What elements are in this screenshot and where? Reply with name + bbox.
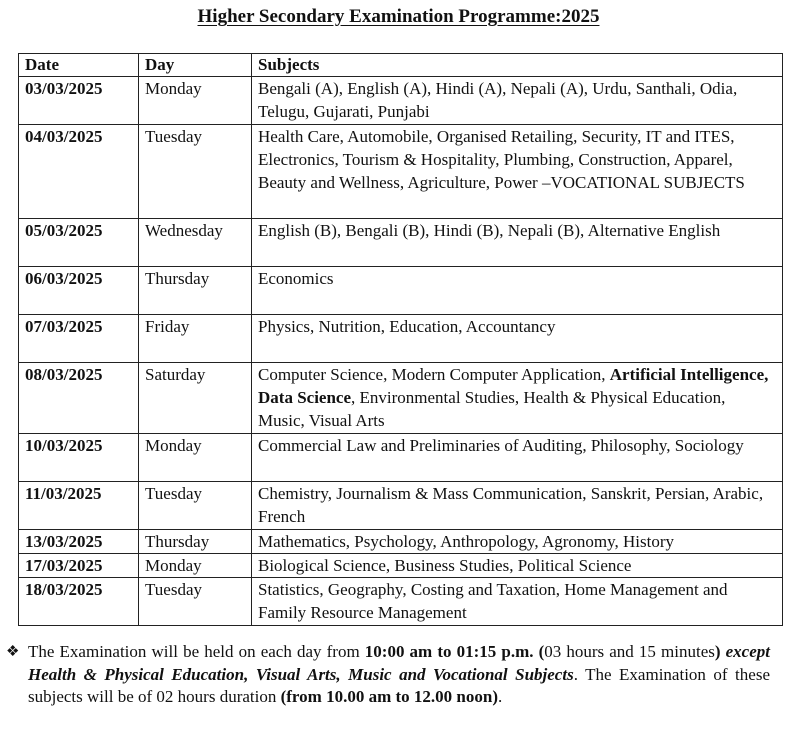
note-fragment: 03 hours and 15 minutes (544, 642, 715, 661)
exam-day: Monday (139, 434, 252, 482)
subject-text: Health Care, Automobile, Organised Retailing, Security, IT and ITES, Electronics, Tourism & Hospitality, Plumbing, Construction, Apparel, Beauty and Wellness, Agriculture, Power –VOCATIONAL SUBJECTS (258, 127, 745, 192)
note-fragment: except Health & Physical Education, Visual Arts, Music and Vocational Subjects (28, 642, 770, 684)
subject-text: English (B), Bengali (B), Hindi (B), Nepali (B), Alternative English (258, 221, 721, 240)
note-fragment: . (497, 687, 503, 706)
subject-text: Physics, Nutrition, Education, Accountancy (258, 317, 556, 336)
exam-day: Thursday (139, 530, 252, 554)
subject-text: Biological Science, Business Studies, Political Science (258, 556, 632, 575)
exam-day: Wednesday (139, 219, 252, 267)
note-fragment: (from 10.00 am to 12.00 noon) (280, 687, 498, 706)
exam-schedule-table (18, 53, 783, 626)
table-header-row (19, 54, 783, 77)
page-title: Higher Secondary Examination Programme:2025 (197, 6, 600, 27)
table-row (19, 363, 783, 434)
exam-date: 18/03/2025 (19, 578, 139, 626)
exam-date: 17/03/2025 (19, 554, 139, 578)
note-fragment: The Examination will be held on each day from (28, 642, 365, 661)
subject-text: Economics (258, 269, 334, 288)
exam-date: 03/03/2025 (19, 77, 139, 125)
exam-day: Saturday (139, 363, 252, 434)
exam-date: 10/03/2025 (19, 434, 139, 482)
subject-text: Chemistry, Journalism & Mass Communication, Sanskrit, Persian, Arabic, French (258, 484, 764, 526)
exam-day: Tuesday (139, 482, 252, 530)
column-header-subjects: Subjects (252, 54, 783, 77)
exam-date: 11/03/2025 (19, 482, 139, 530)
exam-subjects (252, 77, 783, 125)
table-row (19, 267, 783, 315)
exam-day: Friday (139, 315, 252, 363)
diamond-bullet-icon: ❖ (6, 644, 20, 660)
table-row (19, 554, 783, 578)
exam-subjects (252, 267, 783, 315)
exam-date: 08/03/2025 (19, 363, 139, 434)
exam-day: Thursday (139, 267, 252, 315)
exam-day: Tuesday (139, 578, 252, 626)
subject-text: Mathematics, Psychology, Anthropology, Agronomy, History (258, 532, 675, 551)
note-fragment: ) (714, 642, 726, 661)
table-row (19, 578, 783, 626)
exam-subjects (252, 578, 783, 626)
subject-text: Statistics, Geography, Costing and Taxation, Home Management and Family Resource Management (258, 580, 728, 622)
note-fragment: 10:00 am to 01:15 p.m. ( (364, 642, 545, 661)
exam-subjects (252, 530, 783, 554)
note-text (28, 641, 770, 709)
exam-subjects (252, 434, 783, 482)
exam-date: 06/03/2025 (19, 267, 139, 315)
column-header-date: Date (19, 54, 139, 77)
exam-date: 04/03/2025 (19, 125, 139, 219)
table-row (19, 125, 783, 219)
exam-timing-note (6, 641, 770, 709)
note-fragment: . The Examination of these subjects will be of 02 hours duration (28, 664, 770, 706)
exam-date: 05/03/2025 (19, 219, 139, 267)
exam-day: Tuesday (139, 125, 252, 219)
exam-subjects (252, 315, 783, 363)
subject-text: , Environmental Studies, Health & Physical Education, Music, Visual Arts (258, 388, 726, 430)
table-row (19, 77, 783, 125)
table-row (19, 530, 783, 554)
subject-text: Computer Science, Modern Computer Application, (258, 365, 610, 384)
exam-date: 07/03/2025 (19, 315, 139, 363)
column-header-day: Day (139, 54, 252, 77)
exam-day: Monday (139, 77, 252, 125)
exam-day: Monday (139, 554, 252, 578)
table-row (19, 315, 783, 363)
table-row (19, 434, 783, 482)
subject-text: Commercial Law and Preliminaries of Auditing, Philosophy, Sociology (258, 436, 744, 455)
table-row (19, 219, 783, 267)
subject-text: Bengali (A), English (A), Hindi (A), Nepali (A), Urdu, Santhali, Odia, Telugu, Gujarati, Punjabi (258, 79, 738, 121)
exam-subjects (252, 363, 783, 434)
exam-subjects (252, 554, 783, 578)
exam-date: 13/03/2025 (19, 530, 139, 554)
table-row (19, 482, 783, 530)
subject-text: Artificial Intelligence, Data Science (258, 365, 769, 407)
exam-subjects (252, 482, 783, 530)
exam-subjects (252, 219, 783, 267)
exam-subjects (252, 125, 783, 219)
